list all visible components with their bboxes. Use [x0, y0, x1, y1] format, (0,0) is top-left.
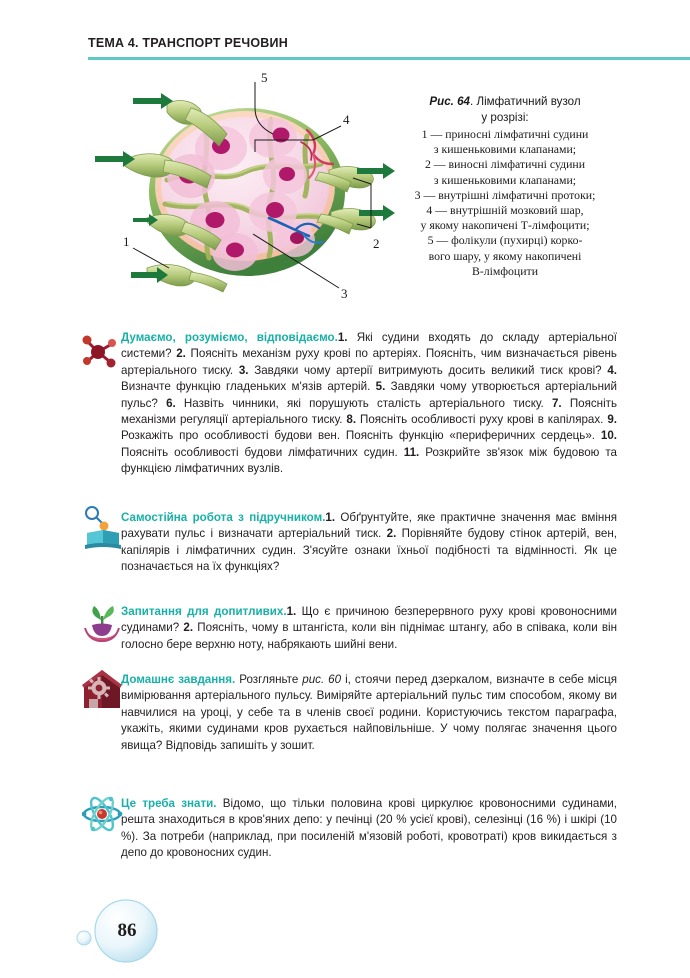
- section-lead: Самостійна робота з підручником.: [121, 511, 326, 524]
- figure-caption: [398, 94, 612, 279]
- question-text: Поясніть механізми регуляції артеріального тиску.: [121, 396, 617, 427]
- question-number: 4.: [607, 363, 617, 377]
- question-text: Що є причиною безперервного руху крові кровоносними судинами?: [121, 605, 617, 635]
- figure-label-3: 3: [341, 286, 348, 301]
- figure-legend-line: 5 — фолікули (пухирці) корко-: [427, 233, 583, 248]
- question-number: 8.: [346, 413, 357, 427]
- question-text: Завдяки чому артерії витримують досить великий тиск крові?: [248, 363, 608, 377]
- question-text: Розкрийте зв'язок між будовою та функцією лімфатичних вузлів.: [121, 445, 617, 476]
- section-body: [121, 796, 617, 862]
- question-number: 1.: [325, 511, 336, 524]
- section-body: [121, 672, 617, 754]
- question-number: 7.: [551, 396, 562, 410]
- question-number: 10.: [600, 429, 617, 443]
- question-number: 2.: [386, 527, 397, 541]
- question-text: Назвіть чинники, які порушують сталість артеріального тиску.: [175, 396, 552, 410]
- figure-label-1: 1: [123, 234, 130, 249]
- question-number: 3.: [238, 363, 249, 377]
- figure-legend-line: 4 — внутрішній мозковий шар,: [426, 203, 584, 218]
- section-lead: Домашнє завдання.: [121, 673, 236, 686]
- section-think-understand-answer: [121, 330, 617, 478]
- lymph-node-cross-section-diagram: [95, 72, 395, 307]
- figure-label-2: 2: [373, 236, 380, 251]
- question-text: Порівняйте будову стінок артерій, вен, капілярів і лімфатичних судин. З'ясуйте ознаки їхньої подібності та відмінності. Як це позначається на їх функціях?: [121, 527, 617, 574]
- section-questions-for-curious: [121, 604, 617, 653]
- question-number: 11.: [403, 445, 420, 459]
- page-header: [88, 36, 618, 50]
- figure-legend-line: В-лімфоцити: [471, 263, 539, 278]
- section-body: [121, 510, 617, 576]
- question-number: 2.: [183, 621, 194, 635]
- figure-legend-line: 3 — внутрішні лімфатичні протоки;: [414, 187, 596, 202]
- question-text: Поясніть особливості будови лімфатичних судин.: [121, 445, 404, 459]
- page-number-bubble: [76, 898, 172, 964]
- section-body: [121, 604, 617, 653]
- page-title: ТЕМА 4. ТРАНСПОРТ РЕЧОВИН: [88, 36, 288, 50]
- section-body: [121, 330, 617, 478]
- question-number: 1.: [286, 605, 297, 618]
- section-good-to-know: [121, 796, 617, 862]
- figure-legend-line: з кишеньковими клапанами;: [433, 142, 577, 157]
- figure-number: Рис. 64: [429, 95, 471, 108]
- question-number: 2.: [176, 347, 186, 361]
- question-text: Поясніть особливості руху крові в капілярах.: [356, 413, 608, 427]
- section-lead: Думаємо, розуміємо, відповідаємо.: [121, 331, 338, 344]
- section-lead: Це треба знати.: [121, 797, 217, 810]
- question-text: Обґрунтуйте, яке практичне значення має вміння рахувати пульс і визначати артеріальний тиск.: [121, 511, 617, 541]
- section-lead: Запитання для допитливих.: [121, 605, 287, 618]
- fact-text: Відомо, що тільки половина крові циркулює кровоносними судинами, решта знаходиться в кров'яних депо: у печінці (20 % усієї крові), селезінці (16 %) і шкірі (10 %). За потреби (наприклад, при посиленій м'язовій роботі, кровотраті) кров викидається з депо до кровоносних судин.: [121, 797, 618, 860]
- figure-legend-line: 2 — виносні лімфатичні судини: [424, 157, 586, 172]
- figure-title: . Лімфатичний вузол: [470, 95, 581, 108]
- header-divider: [88, 57, 690, 60]
- section-homework: [121, 672, 617, 754]
- question-text: Розкажіть про особливості будови вен. Поясніть функцію «периферичних сердець».: [121, 429, 601, 443]
- page-number: 86: [117, 920, 137, 941]
- figure-legend-line: вого шару, у якому накопичені: [428, 248, 582, 263]
- question-text: Визначте функцію гладеньких м'язів артерій.: [121, 380, 376, 394]
- section-independent-work: [121, 510, 617, 576]
- question-number: 1.: [337, 331, 348, 344]
- figure-legend-line: 1 — приносні лімфатичні судини: [421, 127, 589, 141]
- question-number: 6.: [166, 396, 176, 410]
- figure-title-line2: у розрізі:: [481, 110, 529, 124]
- question-number: 9.: [607, 413, 617, 427]
- question-text: Поясніть механізм руху крові по артеріях. Поясніть, чим визначається рівень артеріального тиску.: [121, 347, 617, 377]
- question-text: Поясніть, чому в штангіста, коли він піднімає штангу, або в співака, коли він голосно бере верхню ноту, набрякають шийні вени.: [121, 621, 617, 651]
- figure-legend-line: у якому накопичені Т-лімфоцити;: [420, 218, 590, 233]
- figure-reference: рис. 60: [302, 673, 342, 686]
- question-text: Які судини входять до складу артеріальної системи?: [121, 331, 617, 361]
- homework-text: і, стоячи перед дзеркалом, визначте в себе місця вимірювання артеріального пульсу. Виміряйте артеріальний пульс тим способом, якому ви навчилися на уроці, у себе та в членів своєї родини. Користуючись текстом параграфа, укажіть, якими судинами кров рухається найповільніше. У чому полягає значення цього явища? Відповідь запишіть у зошит.: [121, 673, 618, 752]
- figure-legend-list: [398, 127, 612, 279]
- figure-legend-line: з кишеньковими клапанами;: [433, 172, 577, 187]
- figure-label-5: 5: [261, 72, 268, 85]
- question-text: Завдяки чому утворюється артеріальний пульс?: [121, 380, 617, 410]
- homework-text: Розгляньте: [235, 673, 303, 686]
- figure-label-4: 4: [343, 112, 350, 127]
- question-number: 5.: [375, 380, 386, 394]
